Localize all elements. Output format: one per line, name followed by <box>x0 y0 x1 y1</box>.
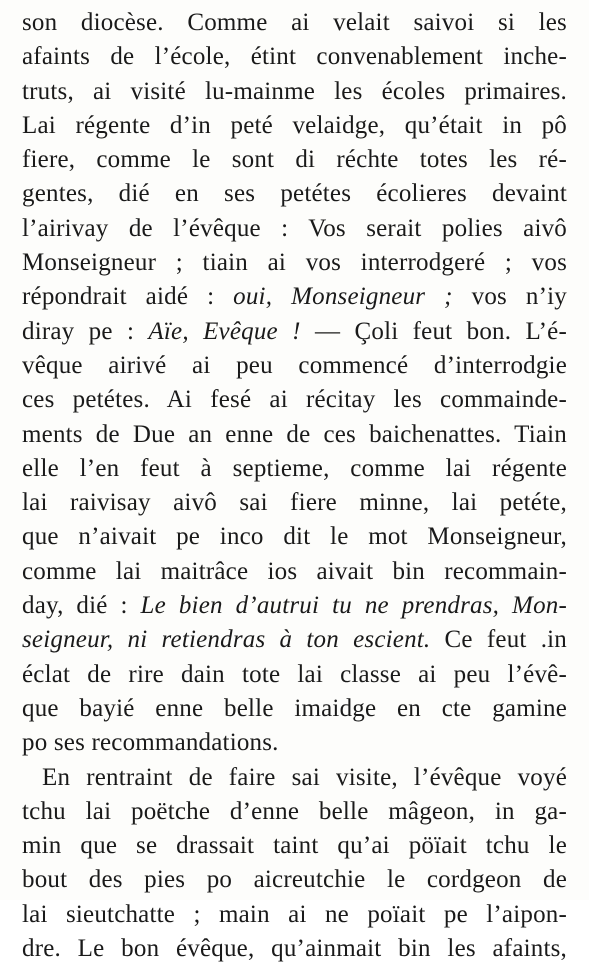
text-line: Monseigneur ; tiain ai vos interrodgeré ; vos <box>22 249 567 277</box>
text-line: diray pe : Aïe, Evêque ! — Çoli feut bon. L’é- <box>22 317 568 345</box>
italic-phrase: seigneur, ni retiendras à ton escient. <box>22 626 431 654</box>
paragraph-start-line: En rentraint de faire sai visite, l’évêque voyé <box>42 763 567 791</box>
text-line: bout des pies po aicreutchie le cordgeon de <box>22 866 567 894</box>
text-line: lai sieutchatte ; main ai ne poïait pe l’aipon- <box>22 900 567 928</box>
body-text <box>22 6 567 966</box>
text-line: l’airivay de l’évêque : Vos serait polies aivô <box>22 214 567 242</box>
text-line: ces petétes. Ai fesé ai récitay les commainde- <box>22 386 567 414</box>
italic-phrase: Le bien d’autrui tu ne prendras, Mon- <box>140 592 567 620</box>
text-line: vêque airivé ai peu commencé d’interrodgie <box>22 351 567 379</box>
text-line: truts, ai visité lu-mainme les écoles primaires. <box>22 77 567 105</box>
text-line: lai raivisay aivô sai fiere minne, lai petéte, <box>22 489 567 517</box>
text-line: seigneur, ni retiendras à ton escient. Ce feut .in <box>22 626 567 654</box>
text-line: ments de Due an enne de ces baichenattes. Tiain <box>22 420 567 448</box>
text-line: tchu lai poëtche d’enne belle mâgeon, in ga- <box>22 797 567 825</box>
text-line: elle l’en feut à septieme, comme lai régente <box>22 454 567 482</box>
text-line: Lai régente d’in peté velaidge, qu’était in pô <box>22 111 567 139</box>
text-line: que bayié enne belle imaidge en cte gamine <box>22 694 567 722</box>
text-line: day, dié : Le bien d’autrui tu ne prendras, Mon- <box>22 592 567 620</box>
italic-phrase: Aïe, Evêque ! <box>148 317 301 345</box>
text-line: éclat de rire dain tote lai classe ai peu l’évê- <box>22 660 567 688</box>
text-line: afaints de l’école, étint convenablement inche- <box>22 43 567 71</box>
text-line: gentes, dié en ses petétes écolieres devaint <box>22 180 567 208</box>
paragraph-end-line: po ses recommandations. <box>22 729 279 757</box>
italic-phrase: oui, Monseigneur ; <box>233 283 453 311</box>
text-line: répondrait aidé : oui, Monseigneur ; vos n’iy <box>22 283 567 311</box>
text-line: min que se drassait taint qu’ai pöïait tchu le <box>22 832 567 860</box>
text-line: dre. Le bon évêque, qu’ainmait bin les afaints, <box>22 935 567 963</box>
text-line: que n’aivait pe inco dit le mot Monseigneur, <box>22 523 567 551</box>
text-line: fiere, comme le sont di réchte totes les ré- <box>22 146 567 174</box>
text-line: son diocèse. Comme ai velait saivoi si les <box>22 9 567 36</box>
text-line: comme lai maitrâce ios aivait bin recommain- <box>22 557 567 585</box>
